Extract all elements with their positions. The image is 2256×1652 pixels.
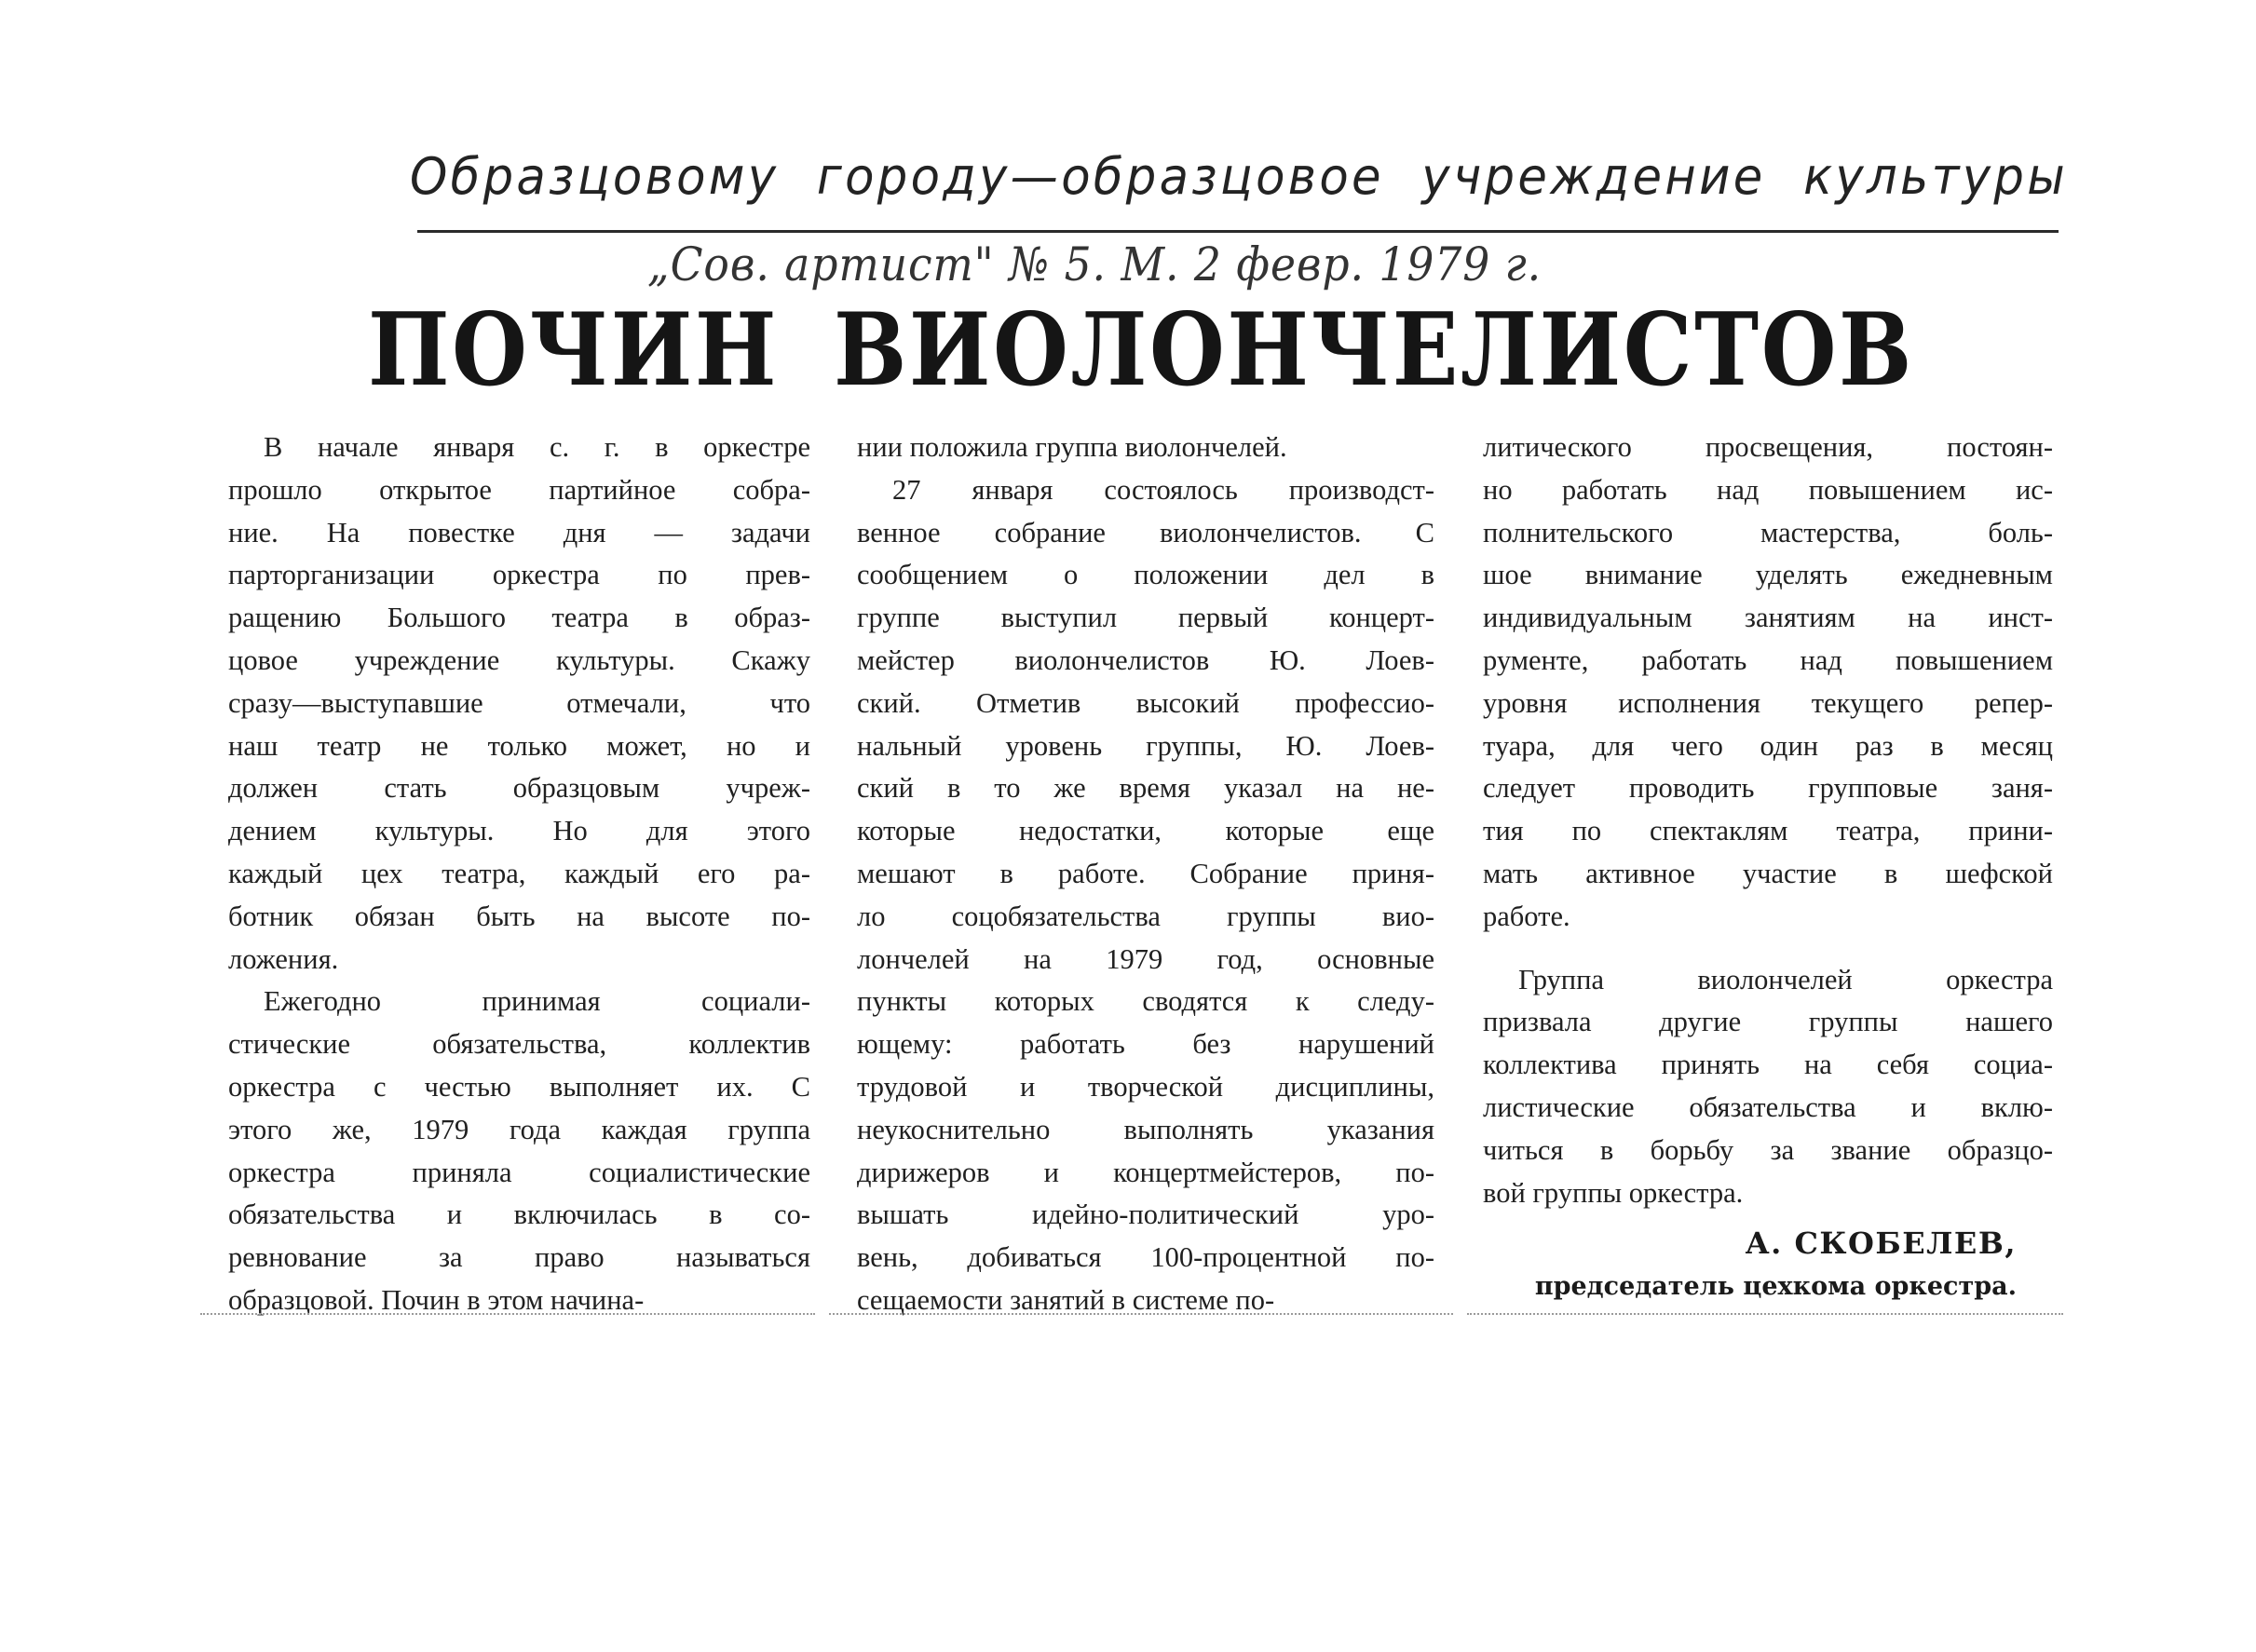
text-line: тия по спектаклям театра, прини- [1483,815,2053,847]
text-line: цовое учреждение культуры. Скажу [228,643,810,676]
article-column-3 [1483,427,2053,1214]
text-line: пункты которых сводятся к следу- [857,985,1434,1018]
bottom-rule-2 [829,1313,1453,1315]
text-line: каждый цех театра, каждый его ра- [228,857,810,889]
text-line: ло соцобязательства группы вио- [857,900,1434,932]
text-line: парторганизации оркестра по прев- [228,559,810,591]
article-headline: ПОЧИН ВИОЛОНЧЕЛИСТОВ [368,291,1914,409]
paragraph-3 [857,469,1434,1322]
text-line: венное собрание виолончелистов. С [857,516,1434,548]
author-title: председатель цехкома оркестра. [1534,1272,2017,1301]
text-line: уровня исполнения текущего репер- [1483,686,2053,719]
text-line: группе выступил первый концерт- [857,602,1434,634]
text-line: призвала другие группы нашего [1483,1006,2053,1038]
text-line: В начале января с. г. в оркестре [264,431,810,463]
bottom-rule-3 [1467,1313,2063,1315]
text-line: вышать идейно-политический уро- [857,1198,1434,1231]
text-line: читься в борьбу за звание образцо- [1483,1133,2053,1166]
text-line: наш театр не только может, но и [228,729,810,762]
handwritten-source-note: „Сов. артист" № 5. М. 2 февр. 1979 г. [647,237,1543,291]
text-line: дением культуры. Но для этого [228,815,810,847]
text-line: следует проводить групповые заня- [1483,772,2053,805]
text-line: мать активное участие в шефской [1483,857,2053,889]
paragraph-1 [228,427,810,981]
text-line: должен стать образцовым учреж- [228,772,810,805]
text-line: мешают в работе. Собрание приня- [857,857,1434,889]
text-line: ский. Отметив высокий профессио- [857,686,1434,719]
text-line: неукоснительно выполнять указания [857,1113,1434,1145]
text-line: сразу—выступавшие отмечали, что [228,686,810,719]
text-line: сообщением о положении дел в [857,559,1434,591]
author-name: А. СКОБЕЛЕВ, [1745,1225,2017,1261]
text-line: туара, для чего один раз в месяц [1483,729,2053,762]
paragraph-continuation-2 [1483,427,2053,939]
text-line: ский в то же время указал на не- [857,772,1434,805]
text-line: ревнование за право называться [228,1241,810,1274]
text-line: мейстер виолончелистов Ю. Лоев- [857,643,1434,676]
text-line: прошло открытое партийное собра- [228,473,810,506]
text-line: 27 января состоялось производст- [892,473,1434,506]
text-line: нальный уровень группы, Ю. Лоев- [857,729,1434,762]
text-line: ние. На повестке дня — задачи [228,516,810,548]
text-line: вень, добиваться 100-процентной по- [857,1241,1434,1274]
text-line: которые недостатки, которые еще [857,815,1434,847]
bottom-rule-1 [200,1313,815,1315]
text-line: трудовой и творческой дисциплины, [857,1070,1434,1103]
text-line: нии положила группа виолончелей. [857,431,1287,463]
text-line: рументе, работать над повышением [1483,643,2053,676]
text-line: ющему: работать без нарушений [857,1028,1434,1061]
rubric-heading: Образцовому городу—образцовое учреждение культуры [410,147,2068,206]
text-line: шое внимание уделять ежедневным [1483,559,2053,591]
paragraph-2 [228,981,810,1321]
text-line: ботник обязан быть на высоте по- [228,900,810,932]
paragraph-continuation [857,427,1434,469]
text-line: ложения. [228,942,339,975]
text-line: Ежегодно принимая социали- [264,985,810,1018]
text-line: образцовой. Почин в этом начина- [228,1283,645,1316]
text-line: Группа виолончелей оркестра [1518,963,2053,995]
text-line: но работать над повышением ис- [1483,473,2053,506]
text-line: коллектива принять на себя социа- [1483,1049,2053,1081]
text-line: вой группы оркестра. [1483,1176,1744,1209]
text-line: индивидуальным занятиям на инст- [1483,602,2053,634]
text-line: листические обязательства и вклю- [1483,1090,2053,1123]
text-line: стические обязательства, коллектив [228,1028,810,1061]
text-line: сещаемости занятий в системе по- [857,1283,1275,1316]
text-line: дирижеров и концертмейстеров, по- [857,1156,1434,1188]
text-line: лончелей на 1979 год, основные [857,942,1434,975]
paragraph-4 [1483,959,2053,1215]
text-line: полнительского мастерства, боль- [1483,516,2053,548]
text-line: оркестра с честью выполняет их. С [228,1070,810,1103]
article-column-2 [857,427,1434,1322]
text-line: оркестра приняла социалистические [228,1156,810,1188]
text-line: обязательства и включилась в со- [228,1198,810,1231]
article-column-1 [228,427,810,1322]
text-line: ращению Большого театра в образ- [228,602,810,634]
text-line: этого же, 1979 года каждая группа [228,1113,810,1145]
rubric-underline [417,230,2059,233]
text-line: литического просвещения, постоян- [1483,431,2053,463]
text-line: работе. [1483,900,1570,932]
